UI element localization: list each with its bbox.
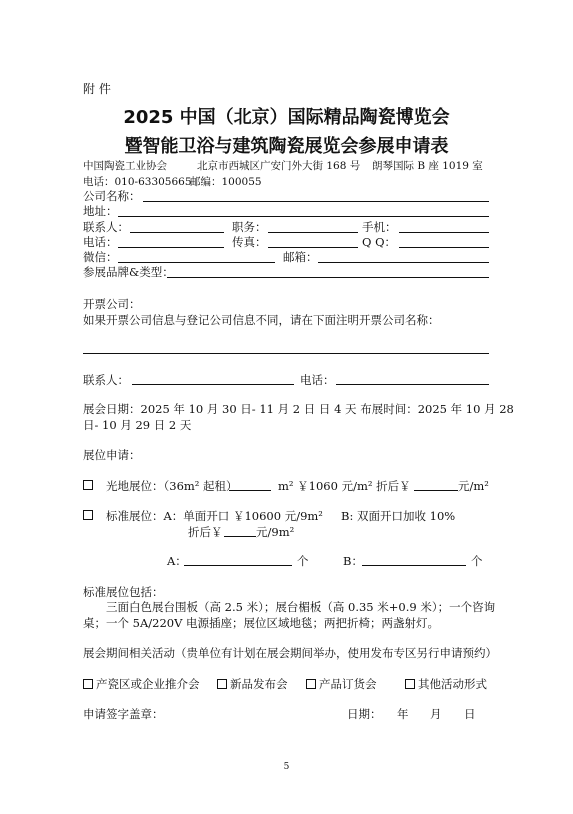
mobile-label: 手机： [362,220,397,234]
raw-space-label: 光地展位：（36m² 起租） [106,479,238,493]
activity-option-promo[interactable]: 产瓷区或企业推介会 [83,676,200,692]
title-line-1: 2025 中国（北京）国际精品陶瓷博览会 [123,107,450,128]
raw-space-option[interactable] [83,478,96,492]
qq-field[interactable] [399,247,489,248]
mobile-field[interactable] [399,232,489,233]
booth-a-label: A： [167,554,187,568]
invoice-contact-label: 联系人： [83,373,129,387]
includes-line-2: 桌；一个 5A/220V 电源插座；展位区域地毯；两把折椅；两盏射灯。 [83,616,440,630]
qq-label: Q Q： [362,235,397,249]
address-label: 地址： [83,204,118,218]
company-field[interactable] [143,201,489,202]
standard-booth-option[interactable] [83,508,96,522]
org-address: 北京市西城区广安门外大街 168 号 [197,160,361,172]
activity-option-launch[interactable]: 新品发布会 [217,676,288,692]
org-phone: 电话：010-63305665 [83,176,192,188]
standard-booth-checkbox[interactable] [83,510,93,520]
activity-option-order[interactable]: 产品订货会 [306,676,377,692]
wechat-label: 微信： [83,250,118,264]
invoice-title: 开票公司： [83,297,141,311]
includes-title: 标准展位包括： [83,585,164,599]
activity-checkbox-launch[interactable] [217,679,227,689]
raw-space-checkbox[interactable] [83,480,93,490]
activities-title: 展会期间相关活动（贵单位有计划在展会期间举办，使用发布专区另行申请预约） [83,646,497,660]
company-label: 公司名称： [83,189,141,203]
activity-checkbox-other[interactable] [405,679,415,689]
booth-a-count-field[interactable] [184,565,292,566]
standard-booth-b: B: 双面开口加收 10% [341,509,456,523]
org-building: 朗琴国际 B 座 1019 室 [372,160,483,172]
booth-a-unit: 个 [297,554,309,568]
raw-space-unit: 元/m² [458,479,489,493]
standard-discount-label: 折后￥ [188,525,223,539]
booth-b-label: B： [343,554,363,568]
booth-title: 展位申请： [83,448,141,462]
brand-field[interactable] [167,277,489,278]
invoice-note: 如果开票公司信息与登记公司信息不同，请在下面注明开票公司名称： [83,313,440,327]
org-postcode: 邮编：100055 [190,176,262,188]
booth-b-count-field[interactable] [362,565,466,566]
signature-label: 申请签字盖章： [83,707,164,721]
standard-booth-label: 标准展位：A：单面开口 ￥10600 元/9m² [106,509,323,523]
phone-field[interactable] [118,247,224,248]
booth-b-unit: 个 [471,554,483,568]
contact-label: 联系人： [83,220,129,234]
email-field[interactable] [318,262,489,263]
activity-checkbox-order[interactable] [306,679,316,689]
phone-label: 电话： [83,235,118,249]
date-day: 日 [464,707,476,721]
standard-discount-unit: 元/9m² [256,525,295,539]
date-month: 月 [430,707,442,721]
fax-field[interactable] [268,247,358,248]
wechat-field[interactable] [118,262,275,263]
page-number: 5 [283,762,290,772]
invoice-phone-label: 电话： [300,373,335,387]
invoice-phone-field[interactable] [336,384,489,385]
title-line-2: 暨智能卫浴与建筑陶瓷展览会参展申请表 [124,136,449,157]
position-field[interactable] [268,232,358,233]
date-label: 日期： [347,707,382,721]
activity-option-other[interactable]: 其他活动形式 [405,676,487,692]
dates-line-2: 日- 10 月 29 日 2 天 [83,418,192,432]
contact-field[interactable] [130,232,224,233]
activity-checkbox-promo[interactable] [83,679,93,689]
includes-line-1: 三面白色展台围板（高 2.5 米）；展台楣板（高 0.35 米+0.9 米）；一个咨询 [106,600,496,614]
raw-space-discount-field[interactable] [414,490,458,491]
address-field[interactable] [118,216,489,217]
fax-label: 传真： [232,235,267,249]
raw-space-area-field[interactable] [229,490,271,491]
attachment-label: 附 件 [83,82,111,96]
invoice-contact-field[interactable] [132,384,294,385]
org-name: 中国陶瓷工业协会 [83,160,167,172]
email-label: 邮箱： [283,250,318,264]
brand-label: 参展品牌&类型： [83,265,174,279]
position-label: 职务： [232,220,267,234]
dates-line-1: 展会日期：2025 年 10 月 30 日- 11 月 2 日 日 4 天 布展时间：2025 年 10 月 28 [83,402,514,416]
standard-discount-field[interactable] [224,536,256,537]
date-year: 年 [397,707,409,721]
invoice-company-field[interactable] [83,353,489,354]
raw-space-price: m² ￥1060 元/m² 折后￥ [278,479,411,493]
